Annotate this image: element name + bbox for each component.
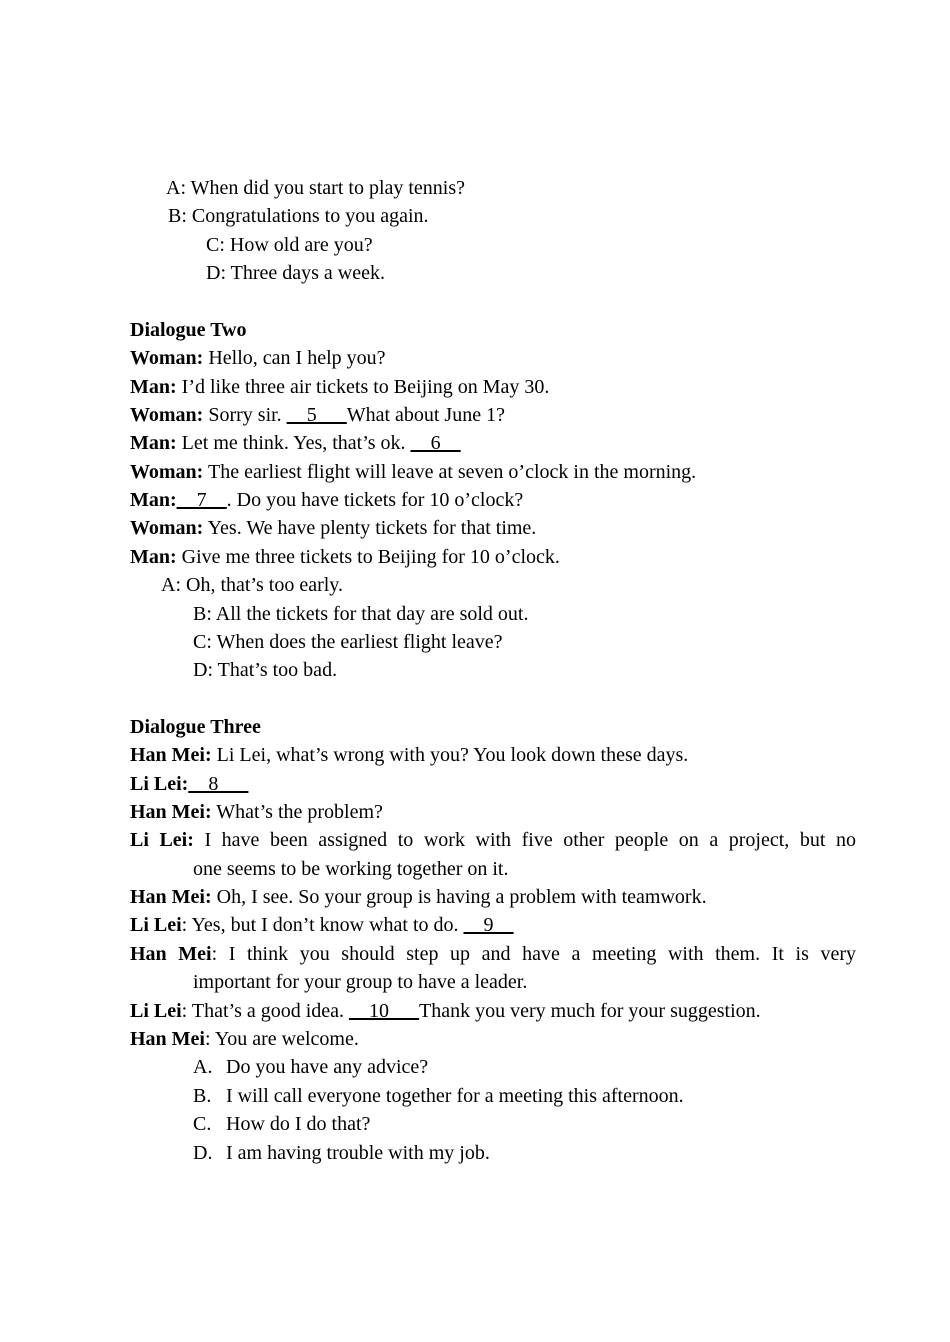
speaker: Han Mei [130, 943, 212, 965]
utterance-pre: Sorry sir. [203, 404, 287, 426]
d3-option-d [193, 1139, 490, 1167]
option-text: Do you have any advice? [226, 1056, 429, 1078]
speaker: Woman: [130, 347, 204, 369]
dialogue-three-title: Dialogue Three [130, 716, 261, 738]
utterance-pre: : Yes, but I don’t know what to do. [181, 914, 464, 936]
answer-blank-10: __10___ [349, 1000, 420, 1022]
d2-option-a: A: Oh, that’s too early. [161, 574, 344, 596]
option-text: How do I do that? [226, 1113, 371, 1135]
speaker: Han Mei: [130, 744, 212, 766]
speaker: Li Lei [130, 1000, 182, 1022]
dialogue-two-title: Dialogue Two [130, 319, 247, 341]
utterance: Yes. We have plenty tickets for that time. [203, 517, 537, 539]
d2-line [130, 429, 461, 457]
d1-option-b: B: Congratulations to you again. [168, 205, 429, 227]
option-letter: B. [193, 1085, 212, 1107]
speaker: Man: [130, 376, 177, 398]
utterance: : You are welcome. [205, 1028, 359, 1050]
speaker: Han Mei [130, 1028, 205, 1050]
utterance: Give me three tickets to Beijing for 10 o’clock. [176, 546, 560, 568]
utterance-post: . Do you have tickets for 10 o’clock? [226, 489, 524, 511]
utterance: What’s the problem? [211, 801, 383, 823]
speaker: Woman: [130, 517, 204, 539]
answer-blank-9: __9__ [463, 914, 514, 936]
d2-option-b: B: All the tickets for that day are sold out. [193, 603, 529, 625]
d2-option-d: D: That’s too bad. [193, 659, 338, 681]
utterance-post: Thank you very much for your suggestion. [419, 1000, 761, 1022]
d3-line-continuation: important for your group to have a leader. [193, 971, 528, 993]
speaker: Li Lei: [130, 829, 194, 851]
d2-line [130, 458, 696, 486]
d2-option-c: C: When does the earliest flight leave? [193, 631, 503, 653]
d2-line [130, 514, 536, 542]
utterance: I’d like three air tickets to Beijing on May 30. [176, 376, 550, 398]
d3-line [130, 883, 707, 911]
d3-line [130, 741, 688, 769]
utterance: Hello, can I help you? [203, 347, 386, 369]
speaker: Li Lei [130, 914, 182, 936]
d3-line-continuation: one seems to be working together on it. [193, 858, 509, 880]
d2-line [130, 543, 560, 571]
d3-line [130, 798, 383, 826]
answer-blank-7: __7__ [176, 489, 227, 511]
d1-option-a: A: When did you start to play tennis? [166, 177, 466, 199]
d2-line [130, 401, 505, 429]
d3-line [130, 770, 248, 798]
utterance-post: What about June 1? [346, 404, 505, 426]
answer-blank-6: __6__ [410, 432, 461, 454]
answer-blank-8: __8___ [188, 773, 249, 795]
option-text: I will call everyone together for a meeting this afternoon. [226, 1085, 684, 1107]
utterance: Oh, I see. So your group is having a problem with teamwork. [211, 886, 707, 908]
utterance-pre: Let me think. Yes, that’s ok. [176, 432, 411, 454]
d1-option-c: C: How old are you? [206, 234, 373, 256]
d3-line [130, 1025, 359, 1053]
d3-line-justified [130, 940, 856, 968]
d3-line [130, 997, 761, 1025]
d3-option-c [193, 1110, 370, 1138]
d2-line [130, 344, 386, 372]
option-letter: C. [193, 1113, 212, 1135]
speaker: Woman: [130, 461, 204, 483]
utterance-pre: : That’s a good idea. [181, 1000, 350, 1022]
option-letter: A. [193, 1056, 213, 1078]
option-letter: D. [193, 1142, 213, 1164]
speaker: Man: [130, 432, 177, 454]
speaker: Man: [130, 546, 177, 568]
d3-line-justified [130, 826, 856, 854]
d3-line [130, 911, 514, 939]
utterance: The earliest flight will leave at seven o’clock in the morning. [203, 461, 697, 483]
utterance: I have been assigned to work with five other people on a project, but no [193, 829, 856, 851]
d2-line [130, 486, 523, 514]
speaker: Han Mei: [130, 801, 212, 823]
speaker: Li Lei: [130, 773, 189, 795]
answer-blank-5: __5___ [286, 404, 347, 426]
d3-option-a [193, 1053, 428, 1081]
speaker: Han Mei: [130, 886, 212, 908]
speaker: Man: [130, 489, 177, 511]
option-text: I am having trouble with my job. [226, 1142, 490, 1164]
d2-line [130, 373, 549, 401]
utterance: Li Lei, what’s wrong with you? You look down these days. [211, 744, 689, 766]
d3-option-b [193, 1082, 684, 1110]
d1-option-d: D: Three days a week. [206, 262, 386, 284]
utterance: : I think you should step up and have a meeting with them. It is very [211, 943, 856, 965]
speaker: Woman: [130, 404, 204, 426]
